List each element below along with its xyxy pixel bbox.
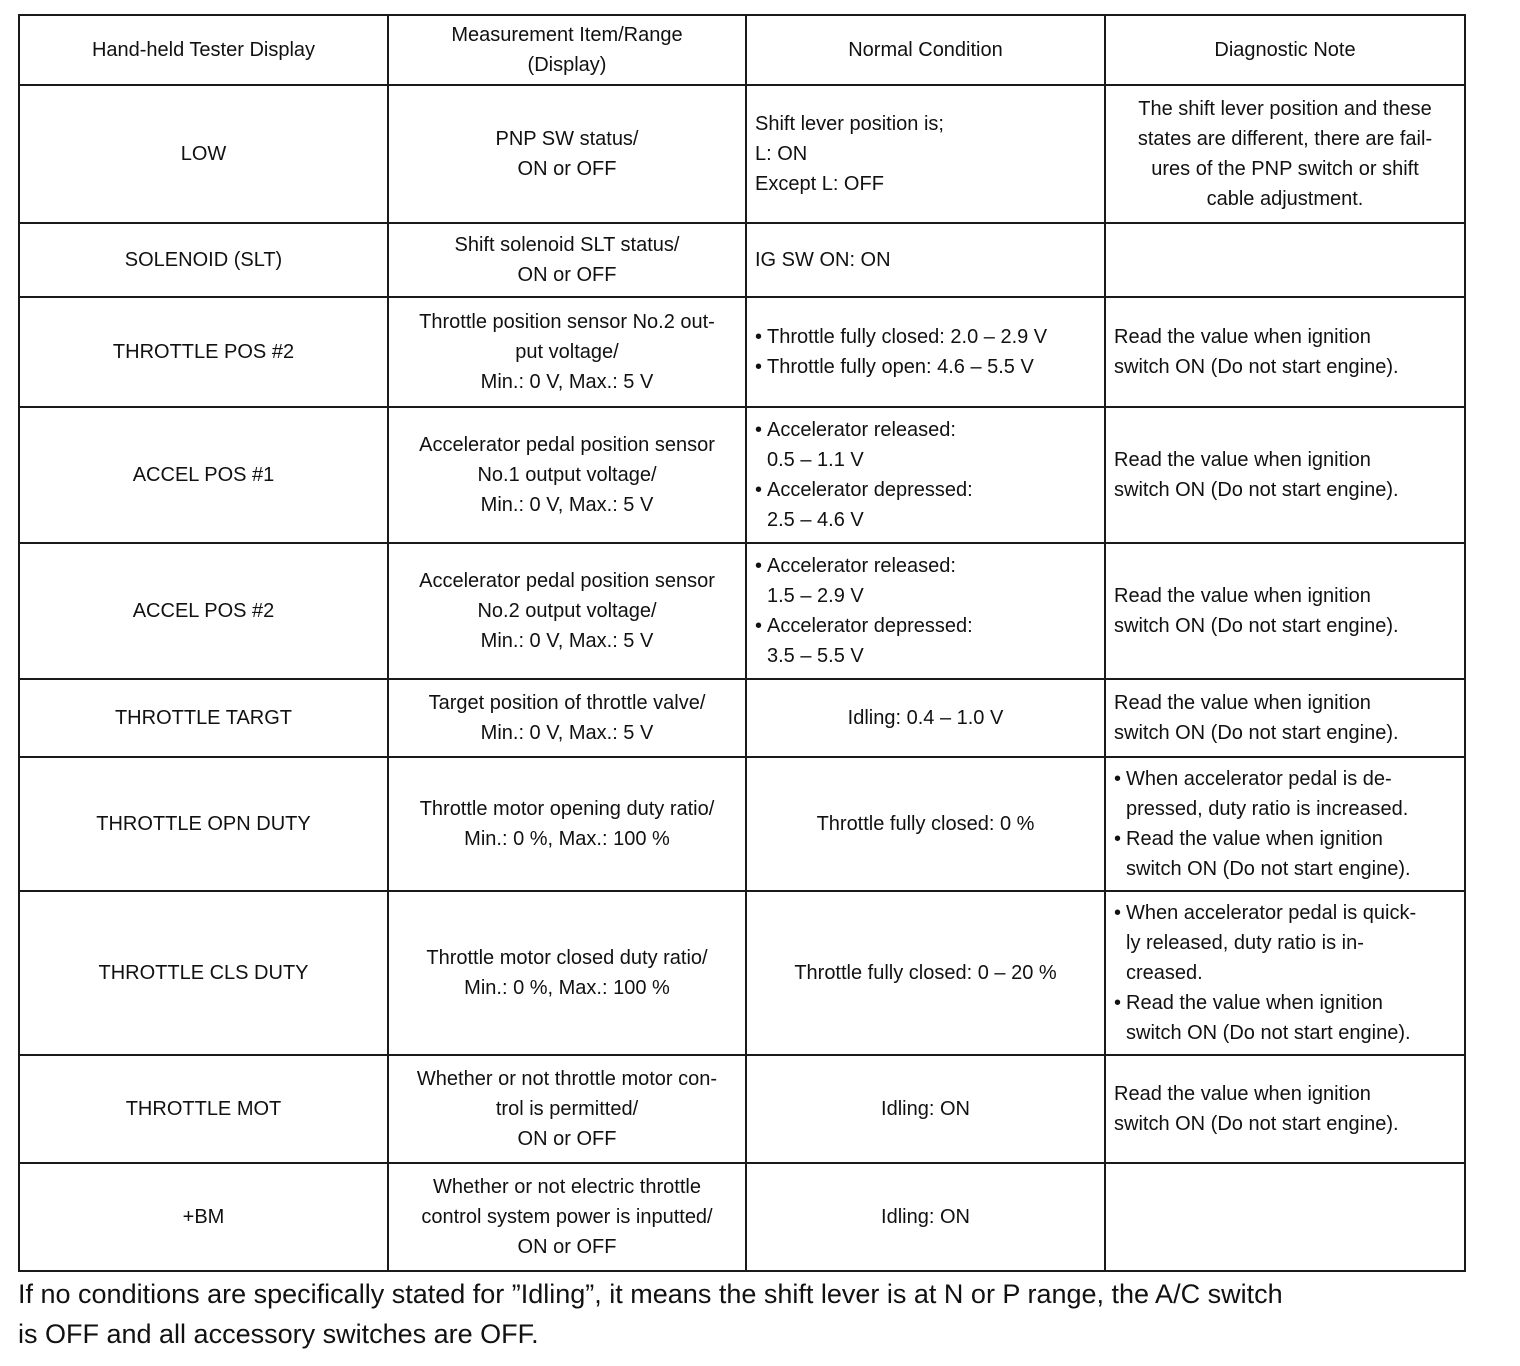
text-line: 1.5 – 2.9 V <box>767 585 864 607</box>
bullet-item <box>755 415 1096 445</box>
cell-normal-condition: Idling: 0.4 – 1.0 V <box>746 679 1105 757</box>
footnote-line: If no conditions are specifically stated for ”Idling”, it means the shift lever is at N or P range, the A/C switch <box>18 1279 1283 1309</box>
text-line: Throttle motor closed duty ratio/ <box>426 947 708 969</box>
text-line: control system power is inputted/ <box>421 1206 713 1228</box>
text-line: ures of the PNP switch or shift <box>1151 158 1419 180</box>
text-line: Except L: OFF <box>755 173 884 195</box>
cell-measurement <box>388 297 746 407</box>
cell-measurement <box>388 757 746 891</box>
text-line: switch ON (Do not start engine). <box>1114 356 1399 378</box>
document <box>18 14 1464 1272</box>
bullet-icon: • <box>755 326 763 348</box>
cell-normal-condition <box>746 543 1105 679</box>
cell-diagnostic-note <box>1105 543 1465 679</box>
cell-measurement <box>388 543 746 679</box>
text-line: ON or OFF <box>517 264 617 286</box>
cell-display: THROTTLE CLS DUTY <box>19 891 388 1055</box>
header-measurement-line: (Display) <box>527 54 607 76</box>
text-line: Target position of throttle valve/ <box>428 692 706 714</box>
text-line: 0.5 – 1.1 V <box>767 449 864 471</box>
text-line: Whether or not electric throttle <box>433 1176 701 1198</box>
header-measurement <box>388 15 746 85</box>
bullet-icon: • <box>1114 902 1122 924</box>
table-row <box>19 543 1465 679</box>
text-line: No.2 output voltage/ <box>477 600 657 622</box>
text-line: Shift lever position is; <box>755 113 944 135</box>
cell-display: SOLENOID (SLT) <box>19 223 388 297</box>
bullet-icon: • <box>1114 992 1122 1014</box>
text-line: ON or OFF <box>517 1236 617 1258</box>
text-line: Min.: 0 V, Max.: 5 V <box>480 494 654 516</box>
bullet-icon: • <box>755 555 763 577</box>
cell-measurement <box>388 407 746 543</box>
text-line: Throttle position sensor No.2 out- <box>419 311 715 333</box>
text-line: switch ON (Do not start engine). <box>1114 479 1399 501</box>
cell-diagnostic-note <box>1105 1055 1465 1163</box>
text-line: Read the value when ignition <box>1114 449 1371 471</box>
text-line: Read the value when ignition <box>1126 992 1383 1014</box>
text-line: Min.: 0 %, Max.: 100 % <box>464 828 670 850</box>
cell-diagnostic-note <box>1105 85 1465 223</box>
cell-diagnostic-note <box>1105 223 1465 297</box>
text-line: When accelerator pedal is de- <box>1126 768 1392 790</box>
cell-normal-condition <box>746 297 1105 407</box>
cell-normal-condition: Idling: ON <box>746 1055 1105 1163</box>
cell-normal-condition <box>746 407 1105 543</box>
cell-measurement <box>388 1163 746 1271</box>
text-line: ly released, duty ratio is in- <box>1126 932 1364 954</box>
cell-display: THROTTLE OPN DUTY <box>19 757 388 891</box>
cell-display: ACCEL POS #2 <box>19 543 388 679</box>
text-line: Min.: 0 %, Max.: 100 % <box>464 977 670 999</box>
header-diagnostic-note: Diagnostic Note <box>1105 15 1465 85</box>
cell-measurement <box>388 679 746 757</box>
cell-diagnostic-note <box>1105 891 1465 1055</box>
bullet-icon: • <box>755 479 763 501</box>
table-row <box>19 297 1465 407</box>
bullet-item <box>755 475 1096 505</box>
table-row <box>19 679 1465 757</box>
cell-diagnostic-note <box>1105 1163 1465 1271</box>
header-display: Hand-held Tester Display <box>19 15 388 85</box>
bullet-icon: • <box>755 419 763 441</box>
bullet-item <box>755 322 1096 352</box>
cell-display: THROTTLE MOT <box>19 1055 388 1163</box>
cell-measurement <box>388 223 746 297</box>
footnote-line: is OFF and all accessory switches are OFF. <box>18 1319 539 1349</box>
bullet-icon: • <box>755 356 763 378</box>
text-line: When accelerator pedal is quick- <box>1126 902 1417 924</box>
text-line: Accelerator released: <box>767 419 956 441</box>
cell-normal-condition: Throttle fully closed: 0 % <box>746 757 1105 891</box>
text-line: Read the value when ignition <box>1114 326 1371 348</box>
cell-display: ACCEL POS #1 <box>19 407 388 543</box>
text-line: ON or OFF <box>517 1128 617 1150</box>
text-line: Shift solenoid SLT status/ <box>454 234 680 256</box>
cell-diagnostic-note <box>1105 407 1465 543</box>
text-line: creased. <box>1126 962 1203 984</box>
table-row <box>19 223 1465 297</box>
text-line: Accelerator depressed: <box>767 615 973 637</box>
header-normal-condition: Normal Condition <box>746 15 1105 85</box>
table-row <box>19 891 1465 1055</box>
text-line: ON or OFF <box>517 158 617 180</box>
cell-normal-condition: Idling: ON <box>746 1163 1105 1271</box>
text-line: 3.5 – 5.5 V <box>767 645 864 667</box>
text-line: 2.5 – 4.6 V <box>767 509 864 531</box>
bullet-item <box>1114 988 1456 1018</box>
table-row <box>19 407 1465 543</box>
text-line: Whether or not throttle motor con- <box>416 1068 718 1090</box>
cell-normal-condition: Throttle fully closed: 0 – 20 % <box>746 891 1105 1055</box>
footnote <box>18 1274 1498 1354</box>
cell-display: THROTTLE TARGT <box>19 679 388 757</box>
bullet-item <box>1114 824 1456 854</box>
text-line: Accelerator pedal position sensor <box>419 434 715 456</box>
bullet-item <box>755 611 1096 641</box>
text-line: switch ON (Do not start engine). <box>1114 1113 1399 1135</box>
header-measurement-line: Measurement Item/Range <box>451 24 683 46</box>
bullet-icon: • <box>755 615 763 637</box>
text-line: Throttle fully closed: 2.0 – 2.9 V <box>767 326 1048 348</box>
cell-display: THROTTLE POS #2 <box>19 297 388 407</box>
text-line: Min.: 0 V, Max.: 5 V <box>480 371 654 393</box>
text-line: pressed, duty ratio is increased. <box>1126 798 1409 820</box>
cell-measurement <box>388 1055 746 1163</box>
bullet-item <box>1114 898 1456 928</box>
text-line: Min.: 0 V, Max.: 5 V <box>480 630 654 652</box>
cell-display: LOW <box>19 85 388 223</box>
text-line: Accelerator depressed: <box>767 479 973 501</box>
text-line: PNP SW status/ <box>495 128 639 150</box>
text-line: Accelerator pedal position sensor <box>419 570 715 592</box>
cell-normal-condition: IG SW ON: ON <box>746 223 1105 297</box>
cell-diagnostic-note <box>1105 757 1465 891</box>
cell-measurement <box>388 891 746 1055</box>
cell-display: +BM <box>19 1163 388 1271</box>
cell-measurement <box>388 85 746 223</box>
diagnostic-data-table <box>18 14 1466 1272</box>
bullet-item <box>755 551 1096 581</box>
text-line: Throttle fully open: 4.6 – 5.5 V <box>767 356 1034 378</box>
table-row <box>19 757 1465 891</box>
text-line: switch ON (Do not start engine). <box>1126 1022 1411 1044</box>
text-line: trol is permitted/ <box>495 1098 639 1120</box>
text-line: switch ON (Do not start engine). <box>1114 615 1399 637</box>
text-line: switch ON (Do not start engine). <box>1114 722 1399 744</box>
text-line: Throttle motor opening duty ratio/ <box>419 798 715 820</box>
text-line: switch ON (Do not start engine). <box>1126 858 1411 880</box>
text-line: Read the value when ignition <box>1114 692 1371 714</box>
text-line: cable adjustment. <box>1206 188 1364 210</box>
text-line: put voltage/ <box>515 341 619 363</box>
text-line: L: ON <box>755 143 808 165</box>
cell-diagnostic-note <box>1105 679 1465 757</box>
text-line: Read the value when ignition <box>1114 585 1371 607</box>
cell-diagnostic-note <box>1105 297 1465 407</box>
bullet-item <box>1114 764 1456 794</box>
bullet-icon: • <box>1114 768 1122 790</box>
cell-normal-condition <box>746 85 1105 223</box>
bullet-icon: • <box>1114 828 1122 850</box>
table-row <box>19 1163 1465 1271</box>
text-line: No.1 output voltage/ <box>477 464 657 486</box>
table-header-row <box>19 15 1465 85</box>
table-row <box>19 85 1465 223</box>
text-line: Read the value when ignition <box>1114 1083 1371 1105</box>
text-line: states are different, there are fail- <box>1137 128 1433 150</box>
text-line: Read the value when ignition <box>1126 828 1383 850</box>
table-row <box>19 1055 1465 1163</box>
text-line: The shift lever position and these <box>1138 98 1432 120</box>
bullet-item <box>755 352 1096 382</box>
text-line: Min.: 0 V, Max.: 5 V <box>480 722 654 744</box>
text-line: Accelerator released: <box>767 555 956 577</box>
